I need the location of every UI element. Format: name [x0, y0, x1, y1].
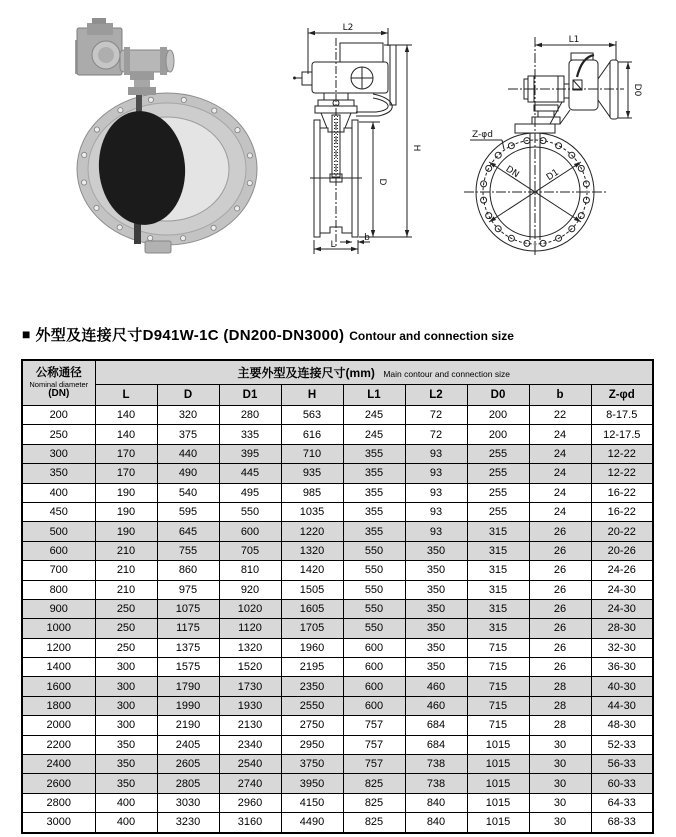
cell: 715	[467, 638, 529, 657]
cell-dn: 300	[22, 444, 95, 463]
cell: 600	[343, 677, 405, 696]
cell-dn: 2000	[22, 716, 95, 735]
cell: 315	[467, 522, 529, 541]
cell: 44-30	[591, 696, 653, 715]
cell-dn: 250	[22, 425, 95, 444]
cell: 757	[343, 716, 405, 735]
cell: 460	[405, 677, 467, 696]
cell-dn: 500	[22, 522, 95, 541]
cell: 8-17.5	[591, 406, 653, 425]
cell-dn: 2400	[22, 755, 95, 774]
cell: 738	[405, 774, 467, 793]
cell: 840	[405, 813, 467, 833]
cell: 300	[95, 696, 157, 715]
cell: 710	[281, 444, 343, 463]
cell: 72	[405, 425, 467, 444]
cell: 315	[467, 561, 529, 580]
cell: 684	[405, 716, 467, 735]
cell: 4150	[281, 793, 343, 812]
cell: 40-30	[591, 677, 653, 696]
cell: 68-33	[591, 813, 653, 833]
cell: 705	[219, 541, 281, 560]
cell-dn: 1600	[22, 677, 95, 696]
cell: 2950	[281, 735, 343, 754]
cell: 200	[467, 425, 529, 444]
cell: 3230	[157, 813, 219, 833]
cell: 2350	[281, 677, 343, 696]
table-row	[22, 580, 653, 599]
column-header-L1: L1	[343, 385, 405, 406]
cell: 26	[529, 522, 591, 541]
table-row	[22, 774, 653, 793]
cell: 355	[343, 522, 405, 541]
cell: 1015	[467, 755, 529, 774]
cell: 2130	[219, 716, 281, 735]
section-title	[22, 324, 514, 345]
cell: 600	[343, 696, 405, 715]
cell: 1075	[157, 599, 219, 618]
cell: 72	[405, 406, 467, 425]
cell: 1015	[467, 774, 529, 793]
table-row	[22, 638, 653, 657]
cell: 26	[529, 561, 591, 580]
title-text-en: Contour and connection size	[349, 329, 514, 343]
cell: 93	[405, 522, 467, 541]
cell: 350	[405, 541, 467, 560]
cell: 320	[157, 406, 219, 425]
cell: 595	[157, 502, 219, 521]
cell: 445	[219, 464, 281, 483]
column-header-D0: D0	[467, 385, 529, 406]
cell: 355	[343, 483, 405, 502]
cell: 1175	[157, 619, 219, 638]
table-row	[22, 755, 653, 774]
cell: 350	[95, 755, 157, 774]
cell: 2190	[157, 716, 219, 735]
cell: 190	[95, 483, 157, 502]
valve-photo	[50, 15, 265, 265]
cell-dn: 700	[22, 561, 95, 580]
dim-label-z-phid: Z-φd	[472, 130, 493, 140]
table-row	[22, 599, 653, 618]
cell-dn: 3000	[22, 813, 95, 833]
cell: 24	[529, 464, 591, 483]
cell: 93	[405, 502, 467, 521]
column-header-L2: L2	[405, 385, 467, 406]
cell: 350	[95, 774, 157, 793]
cell-dn: 1200	[22, 638, 95, 657]
cell-dn: 200	[22, 406, 95, 425]
cell: 255	[467, 502, 529, 521]
cell-dn: 600	[22, 541, 95, 560]
cell: 30	[529, 813, 591, 833]
cell: 28	[529, 677, 591, 696]
cell: 350	[405, 580, 467, 599]
cell-dn: 900	[22, 599, 95, 618]
cell: 755	[157, 541, 219, 560]
cell: 315	[467, 619, 529, 638]
cell: 550	[343, 561, 405, 580]
cell: 975	[157, 580, 219, 599]
cell: 24	[529, 502, 591, 521]
cell-dn: 450	[22, 502, 95, 521]
cell: 26	[529, 619, 591, 638]
cell: 190	[95, 522, 157, 541]
cell: 280	[219, 406, 281, 425]
cell: 1960	[281, 638, 343, 657]
column-header-D: D	[157, 385, 219, 406]
table-row	[22, 502, 653, 521]
cell: 2195	[281, 658, 343, 677]
cell: 16-22	[591, 483, 653, 502]
cell: 26	[529, 658, 591, 677]
cell-dn: 1000	[22, 619, 95, 638]
cell: 2805	[157, 774, 219, 793]
cell-dn: 800	[22, 580, 95, 599]
header-group-en: Main contour and connection size	[383, 368, 510, 379]
cell: 255	[467, 464, 529, 483]
cell: 26	[529, 541, 591, 560]
cell: 255	[467, 483, 529, 502]
cell: 30	[529, 755, 591, 774]
cell-dn: 2800	[22, 793, 95, 812]
header-nominal-diameter-en: Nominal diameter	[29, 379, 89, 389]
header-group-cn: 主要外型及连接尺寸(mm)	[237, 365, 375, 380]
cell: 825	[343, 813, 405, 833]
photo-actuator	[75, 18, 174, 95]
cell: 20-22	[591, 522, 653, 541]
cell: 2405	[157, 735, 219, 754]
cell: 1015	[467, 735, 529, 754]
cell-dn: 350	[22, 464, 95, 483]
cell: 26	[529, 599, 591, 618]
cell: 600	[343, 658, 405, 677]
cell: 30	[529, 735, 591, 754]
dim-label-l: L	[330, 240, 336, 250]
cell: 93	[405, 483, 467, 502]
table-row	[22, 483, 653, 502]
cell: 335	[219, 425, 281, 444]
cell: 600	[219, 522, 281, 541]
cell: 22	[529, 406, 591, 425]
cell: 1990	[157, 696, 219, 715]
cell: 1505	[281, 580, 343, 599]
cell: 300	[95, 716, 157, 735]
dimension-table	[21, 359, 654, 834]
dim-label-l1: L1	[568, 35, 580, 45]
cell: 2540	[219, 755, 281, 774]
cell: 24	[529, 444, 591, 463]
cell: 400	[95, 793, 157, 812]
cell: 170	[95, 444, 157, 463]
cell: 550	[343, 599, 405, 618]
cell: 395	[219, 444, 281, 463]
cell: 1705	[281, 619, 343, 638]
cell: 245	[343, 406, 405, 425]
cell: 350	[405, 561, 467, 580]
cell: 52-33	[591, 735, 653, 754]
cell: 48-30	[591, 716, 653, 735]
cell: 563	[281, 406, 343, 425]
cell: 64-33	[591, 793, 653, 812]
cell: 30	[529, 774, 591, 793]
header-nominal-diameter	[22, 360, 95, 406]
cell: 190	[95, 502, 157, 521]
cell: 1015	[467, 793, 529, 812]
cell: 684	[405, 735, 467, 754]
cell: 550	[219, 502, 281, 521]
cell: 2740	[219, 774, 281, 793]
drawings-row	[0, 0, 676, 310]
cell: 495	[219, 483, 281, 502]
header-group	[95, 360, 653, 385]
table-row	[22, 541, 653, 560]
header-nominal-diameter-unit: (DN)	[48, 388, 70, 399]
cell: 26	[529, 638, 591, 657]
cell: 1120	[219, 619, 281, 638]
cell: 12-17.5	[591, 425, 653, 444]
cell: 3750	[281, 755, 343, 774]
cell: 24-30	[591, 599, 653, 618]
cell: 715	[467, 716, 529, 735]
cell: 60-33	[591, 774, 653, 793]
cell: 2960	[219, 793, 281, 812]
cell: 935	[281, 464, 343, 483]
cell: 245	[343, 425, 405, 444]
cell-dn: 400	[22, 483, 95, 502]
cell: 375	[157, 425, 219, 444]
cell: 170	[95, 464, 157, 483]
cell: 1020	[219, 599, 281, 618]
cell: 26	[529, 580, 591, 599]
cell: 2605	[157, 755, 219, 774]
cell-dn: 2600	[22, 774, 95, 793]
cell: 140	[95, 425, 157, 444]
cell: 24	[529, 425, 591, 444]
cell: 255	[467, 444, 529, 463]
cell: 20-26	[591, 541, 653, 560]
cell: 210	[95, 580, 157, 599]
cell: 350	[95, 735, 157, 754]
cell: 350	[405, 619, 467, 638]
cell: 350	[405, 658, 467, 677]
front-view-drawing	[290, 8, 465, 313]
cell: 30	[529, 793, 591, 812]
column-header-D1: D1	[219, 385, 281, 406]
cell: 550	[343, 580, 405, 599]
cell: 2750	[281, 716, 343, 735]
cell: 550	[343, 541, 405, 560]
cell: 985	[281, 483, 343, 502]
cell: 825	[343, 793, 405, 812]
cell: 250	[95, 599, 157, 618]
table-row	[22, 522, 653, 541]
cell: 355	[343, 444, 405, 463]
cell: 24	[529, 483, 591, 502]
cell: 1930	[219, 696, 281, 715]
side-view-drawing	[450, 5, 676, 280]
table-row	[22, 658, 653, 677]
cell-dn: 2200	[22, 735, 95, 754]
cell: 36-30	[591, 658, 653, 677]
dim-label-d: D	[377, 178, 387, 186]
cell: 1575	[157, 658, 219, 677]
cell: 2340	[219, 735, 281, 754]
cell: 93	[405, 464, 467, 483]
cell: 300	[95, 677, 157, 696]
cell: 460	[405, 696, 467, 715]
side-view-linework	[464, 37, 632, 257]
cell: 1790	[157, 677, 219, 696]
cell: 840	[405, 793, 467, 812]
title-text-cn: 外型及连接尺寸D941W-1C (DN200-DN3000)	[35, 327, 345, 344]
column-header-H: H	[281, 385, 343, 406]
cell: 1320	[281, 541, 343, 560]
table-row	[22, 677, 653, 696]
cell: 28	[529, 716, 591, 735]
column-header-Z-φd: Z-φd	[591, 385, 653, 406]
cell: 355	[343, 464, 405, 483]
cell: 3160	[219, 813, 281, 833]
cell: 56-33	[591, 755, 653, 774]
cell: 616	[281, 425, 343, 444]
cell: 3950	[281, 774, 343, 793]
cell: 715	[467, 696, 529, 715]
cell: 250	[95, 638, 157, 657]
dim-label-dn: DN	[503, 164, 521, 181]
cell: 540	[157, 483, 219, 502]
cell: 757	[343, 735, 405, 754]
cell: 93	[405, 444, 467, 463]
cell: 440	[157, 444, 219, 463]
cell: 350	[405, 599, 467, 618]
table-row	[22, 735, 653, 754]
cell-dn: 1400	[22, 658, 95, 677]
table-row	[22, 561, 653, 580]
cell: 12-22	[591, 464, 653, 483]
cell: 715	[467, 677, 529, 696]
table-row	[22, 793, 653, 812]
cell: 210	[95, 561, 157, 580]
cell: 1320	[219, 638, 281, 657]
cell: 490	[157, 464, 219, 483]
front-view-linework	[293, 28, 412, 254]
title-bullet-square: ■	[22, 326, 31, 342]
cell: 1730	[219, 677, 281, 696]
cell: 32-30	[591, 638, 653, 657]
cell: 355	[343, 502, 405, 521]
cell: 1375	[157, 638, 219, 657]
cell: 4490	[281, 813, 343, 833]
cell: 250	[95, 619, 157, 638]
column-header-L: L	[95, 385, 157, 406]
table-row	[22, 619, 653, 638]
cell: 738	[405, 755, 467, 774]
cell: 210	[95, 541, 157, 560]
table-row	[22, 425, 653, 444]
cell: 2550	[281, 696, 343, 715]
cell: 400	[95, 813, 157, 833]
cell: 200	[467, 406, 529, 425]
cell: 1605	[281, 599, 343, 618]
cell: 757	[343, 755, 405, 774]
cell: 16-22	[591, 502, 653, 521]
dim-label-l2: L2	[342, 23, 354, 33]
column-header-b: b	[529, 385, 591, 406]
cell: 24-26	[591, 561, 653, 580]
cell: 1220	[281, 522, 343, 541]
cell: 140	[95, 406, 157, 425]
cell: 1520	[219, 658, 281, 677]
cell: 315	[467, 599, 529, 618]
cell: 645	[157, 522, 219, 541]
table-row	[22, 696, 653, 715]
dim-label-d1: D1	[544, 167, 561, 183]
cell: 715	[467, 658, 529, 677]
cell: 1015	[467, 813, 529, 833]
cell: 600	[343, 638, 405, 657]
table-row	[22, 716, 653, 735]
cell-dn: 1800	[22, 696, 95, 715]
dim-label-d0: D0	[632, 83, 642, 97]
cell: 860	[157, 561, 219, 580]
table-row	[22, 444, 653, 463]
cell: 315	[467, 541, 529, 560]
cell: 920	[219, 580, 281, 599]
cell: 3030	[157, 793, 219, 812]
cell: 12-22	[591, 444, 653, 463]
cell: 300	[95, 658, 157, 677]
cell: 315	[467, 580, 529, 599]
cell: 24-30	[591, 580, 653, 599]
cell: 1420	[281, 561, 343, 580]
header-nominal-diameter-cn: 公称通径	[35, 367, 82, 379]
cell: 550	[343, 619, 405, 638]
cell: 810	[219, 561, 281, 580]
cell: 350	[405, 638, 467, 657]
dim-label-b: b	[364, 233, 370, 243]
cell: 28	[529, 696, 591, 715]
table-row	[22, 406, 653, 425]
cell: 28-30	[591, 619, 653, 638]
table-row	[22, 813, 653, 833]
cell: 825	[343, 774, 405, 793]
cell: 1035	[281, 502, 343, 521]
table-row	[22, 464, 653, 483]
dim-label-h: H	[411, 144, 421, 152]
